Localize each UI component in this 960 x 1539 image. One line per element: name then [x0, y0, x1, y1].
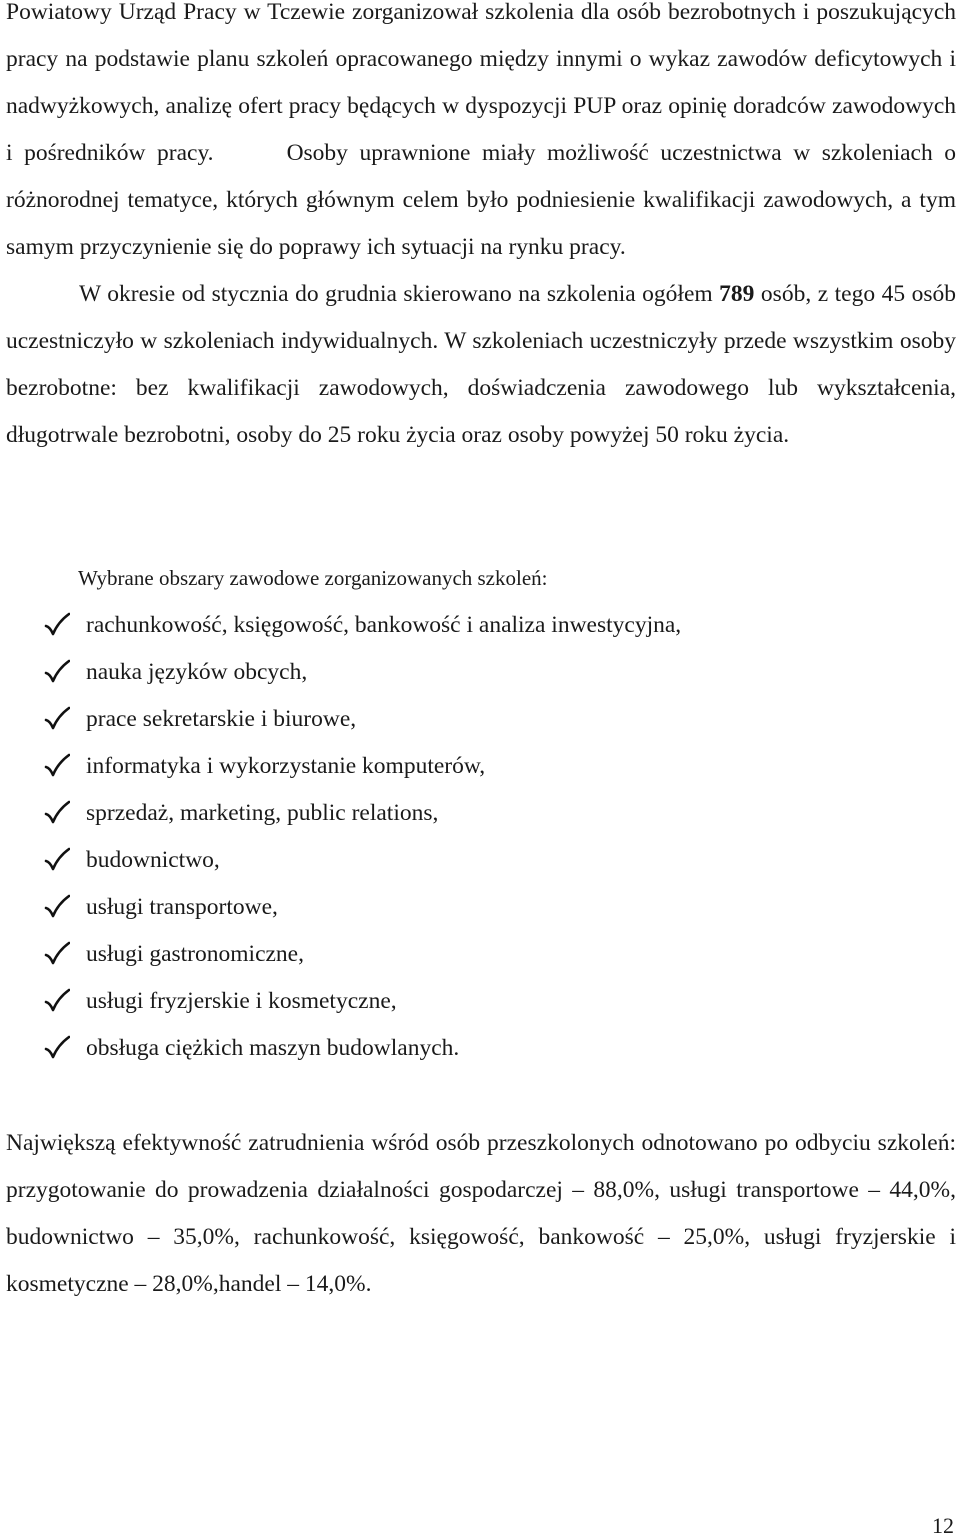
list-item-label: budownictwo,: [86, 847, 220, 873]
page-number: 12: [932, 1513, 954, 1538]
paragraph-referrals-after: osób, z tego 45 osób uczestniczyło w szkoleniach indywidualnych. W szkoleniach uczestniczyły przede wszystkim osoby bezrobotne: bez kwalifikacji zawodowych, doświadczenia zawodowego lub wykształcenia, długotrwale bezrobotni, osoby do 25 roku życia oraz osoby powyżej 50 roku życia.: [6, 281, 956, 448]
list-item: [6, 931, 956, 978]
list-item-label: nauka języków obcych,: [86, 659, 308, 685]
list-item: [6, 790, 956, 837]
list-item: [6, 743, 956, 790]
paragraph-effectiveness: Największą efektywność zatrudnienia wśród osób przeszkolonych odnotowano po odbyciu szkoleń: przygotowanie do prowadzenia działalności gospodarczej – 88,0%, usługi transportowe – 44,0%, budownictwo – 35,0%, rachunkowość, księgowość, bankowość – 25,0%, usługi fryzjerskie i kosmetyczne – 28,0%,handel – 14,0%.: [6, 1130, 956, 1297]
paragraph-referrals-before: W okresie od stycznia do grudnia skierowano na szkolenia ogółem: [79, 281, 720, 307]
check-icon: [44, 894, 70, 918]
paragraph-eligibility-text: Osoby uprawnione miały możliwość uczestnictwa w szkoleniach o różnorodnej tematyce, których głównym celem było podniesienie kwalifikacji zawodowych, a tym samym przyczynienie się do poprawy ich sytuacji na rynku pracy.: [6, 140, 957, 260]
list-item: [6, 649, 956, 696]
check-icon: [44, 988, 70, 1012]
training-areas-intro: Wybrane obszary zawodowe zorganizowanych szkoleń:: [78, 566, 548, 590]
list-item-label: obsługa ciężkich maszyn budowlanych.: [86, 1035, 460, 1061]
list-item-label: usługi fryzjerskie i kosmetyczne,: [86, 988, 397, 1014]
list-item-label: sprzedaż, marketing, public relations,: [86, 800, 439, 826]
list-item-label: rachunkowość, księgowość, bankowość i analiza inwestycyjna,: [86, 612, 682, 638]
training-areas-list: [6, 602, 956, 1072]
check-icon: [44, 659, 70, 683]
check-icon: [44, 1035, 70, 1059]
list-item-label: informatyka i wykorzystanie komputerów,: [86, 753, 486, 779]
list-item: [6, 1025, 956, 1072]
list-item-label: prace sekretarskie i biurowe,: [86, 706, 357, 732]
check-icon: [44, 800, 70, 824]
list-item: [6, 696, 956, 743]
check-icon: [44, 612, 70, 636]
paragraph-overview-text: Powiatowy Urząd Pracy w Tczewie zorganizował szkolenia dla osób bezrobotnych i poszukujących pracy na podstawie planu szkoleń opracowanego między innymi o wykaz zawodów deficytowych i nadwyżkowych, analizę ofert pracy będących w dyspozycji PUP oraz opinię doradców zawodowych i pośredników pracy.: [6, 0, 956, 166]
list-item: [6, 837, 956, 884]
check-icon: [44, 941, 70, 965]
list-item: [6, 884, 956, 931]
check-icon: [44, 753, 70, 777]
list-item: [6, 602, 956, 649]
list-item-label: usługi transportowe,: [86, 894, 278, 920]
list-item-label: usługi gastronomiczne,: [86, 941, 304, 967]
paragraph-training-overview: [6, 0, 956, 459]
referrals-total-count: 789: [719, 281, 755, 307]
check-icon: [44, 847, 70, 871]
check-icon: [44, 706, 70, 730]
list-item: [6, 978, 956, 1025]
